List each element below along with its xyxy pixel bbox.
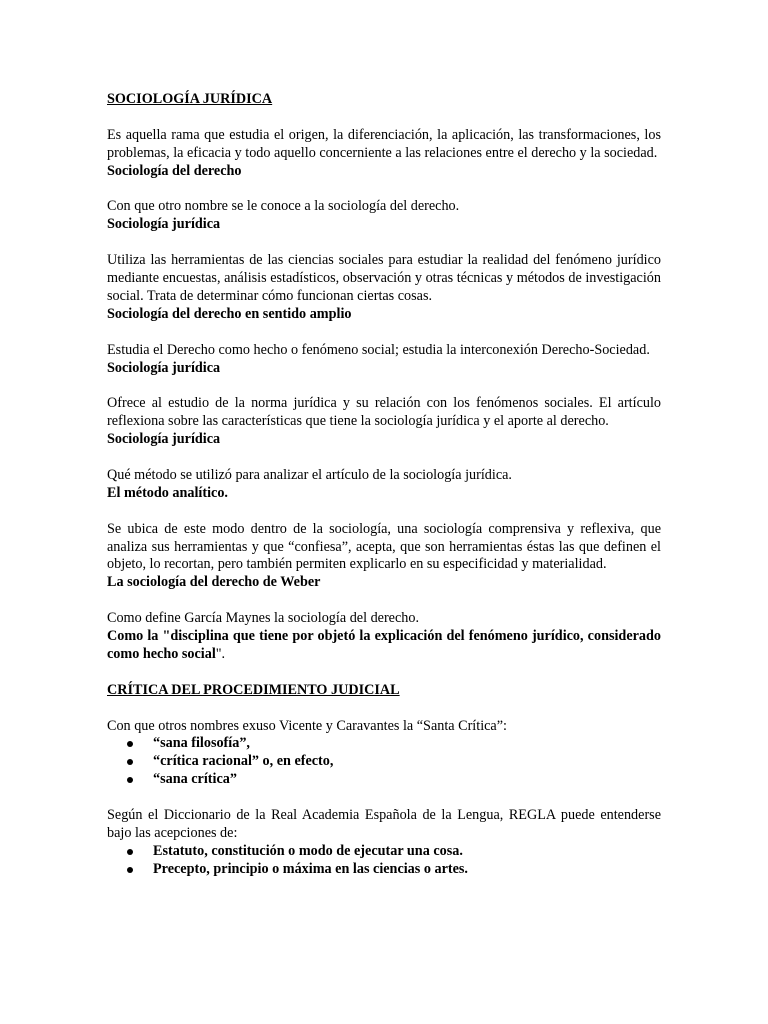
question-text: Estudia el Derecho como hecho o fenómeno social; estudia la interconexión Derecho-Sociedad. (107, 341, 650, 358)
qa-block-6 (107, 467, 661, 503)
question-text: Qué método se utilizó para analizar el artículo de la sociología jurídica. (107, 466, 512, 483)
list-item (107, 771, 661, 789)
question-text: Ofrece al estudio de la norma jurídica y su relación con los fenómenos sociales. El artículo reflexiona sobre las características que tiene la sociología jurídica y el aporte al derecho. (107, 395, 661, 430)
list-item-label: “sana crítica” (153, 771, 237, 788)
qa-block-2 (107, 198, 661, 234)
question-text: Se ubica de este modo dentro de la sociología, una sociología comprensiva y reflexiva, que analiza sus herramientas y que “confiesa”, acepta, que son herramientas éstas las que definen el objeto, lo recortan, pero también permiten explicarlo en su especificidad y materialidad. (107, 520, 661, 573)
qa-block-5 (107, 395, 661, 449)
answer-text: El método analítico. (107, 484, 228, 501)
qa-block-3 (107, 252, 661, 324)
question-text: Con que otros nombres exuso Vicente y Caravantes la “Santa Crítica”: (107, 717, 507, 734)
answer-text: La sociología del derecho de Weber (107, 574, 321, 591)
question-text: Es aquella rama que estudia el origen, la diferenciación, la aplicación, las transformaciones, los problemas, la eficacia y todo aquello concerniente a las relaciones entre el derecho y la sociedad. (107, 126, 661, 161)
answer-text: Sociología jurídica (107, 359, 221, 376)
answer-text: Sociología del derecho (107, 162, 242, 179)
list-item (107, 753, 661, 771)
bullet-icon (127, 867, 133, 873)
list-item (107, 861, 661, 879)
section-title-critica: CRÍTICA DEL PROCEDIMIENTO JUDICIAL (107, 681, 400, 698)
section-title-sociologia-juridica: SOCIOLOGÍA JURÍDICA (107, 91, 273, 107)
list-item-label: Estatuto, constitución o modo de ejecutar una cosa. (153, 842, 463, 859)
list-item (107, 735, 661, 753)
question-text: Como define García Maynes la sociología del derecho. (107, 610, 420, 627)
question-block-regla (107, 807, 661, 879)
bullet-icon (127, 741, 133, 747)
bullet-list (107, 735, 661, 789)
bullet-icon (127, 759, 133, 765)
bullet-icon (127, 849, 133, 855)
qa-block-7 (107, 521, 661, 593)
list-item-label: Precepto, principio o máxima en las ciencias o artes. (153, 860, 468, 877)
bullet-icon (127, 777, 133, 783)
answer-text: Sociología jurídica (107, 431, 221, 448)
qa-block-1 (107, 127, 661, 181)
answer-text: Sociología jurídica (107, 216, 221, 233)
question-text: Utiliza las herramientas de las ciencias sociales para estudiar la realidad del fenómeno jurídico mediante encuestas, análisis estadísticos, observación y otras técnicas y métodos de investigación social. Trata de determinar cómo funcionan ciertas cosas. (107, 252, 661, 304)
answer-tail: ". (215, 645, 226, 662)
answer-bold: Como la "disciplina que tiene por objetó la explicación del fenómeno jurídico, considerado como hecho social (107, 628, 661, 662)
question-block-santa-critica (107, 718, 661, 790)
question-text: Según el Diccionario de la Real Academia Española de la Lengua, REGLA puede entenderse bajo las acepciones de: (107, 807, 661, 841)
qa-block-4 (107, 342, 661, 378)
list-item (107, 843, 661, 861)
list-item-label: “crítica racional” o, en efecto, (153, 753, 334, 770)
answer-text: Sociología del derecho en sentido amplio (107, 305, 352, 322)
qa-block-8 (107, 610, 661, 664)
list-item-label: “sana filosofía”, (153, 735, 250, 752)
bullet-list (107, 843, 661, 879)
answer-text (107, 628, 661, 664)
question-text: Con que otro nombre se le conoce a la sociología del derecho. (107, 198, 460, 215)
document-page (107, 91, 661, 879)
